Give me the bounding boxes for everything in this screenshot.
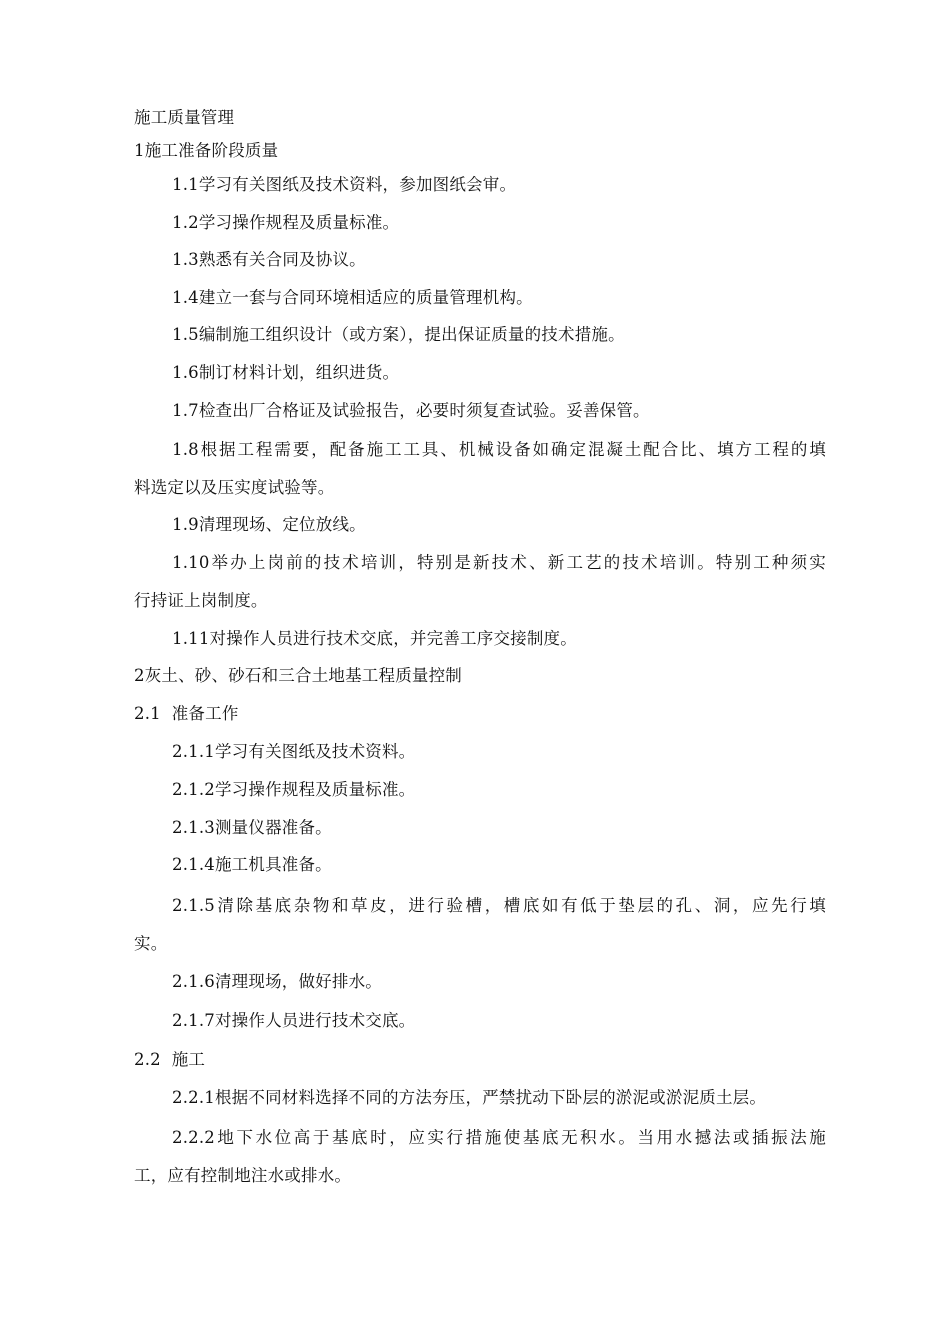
paragraph-line: 1.7检查出厂合格证及试验报告，必要时须复查试验。妥善保管。	[172, 401, 650, 420]
paragraph-line: 1.8根据工程需要，配备施工工具、机械设备如确定混凝土配合比、填方工程的填	[172, 440, 826, 459]
paragraph-line: 2.1.6清理现场，做好排水。	[172, 972, 382, 991]
paragraph-line: 2.2.1根据不同材料选择不同的方法夯压，严禁扰动下卧层的淤泥或淤泥质土层。	[172, 1088, 767, 1107]
paragraph-line-continued: 工，应有控制地注水或排水。	[134, 1166, 352, 1185]
subsection-heading: 2.1 准备工作	[134, 704, 239, 723]
paragraph-line: 1.5编制施工组织设计（或方案），提出保证质量的技术措施。	[172, 325, 625, 344]
document-title: 施工质量管理	[134, 108, 235, 127]
paragraph-line-continued: 实。	[134, 934, 168, 953]
paragraph-line: 2.1.2学习操作规程及质量标准。	[172, 780, 416, 799]
paragraph-line: 2.1.7对操作人员进行技术交底。	[172, 1011, 416, 1030]
paragraph-line: 2.1.1学习有关图纸及技术资料。	[172, 742, 416, 761]
paragraph-line: 1.11对操作人员进行技术交底，并完善工序交接制度。	[172, 629, 577, 648]
paragraph-line: 2.1.5清除基底杂物和草皮，进行验槽，槽底如有低于垫层的孔、洞，应先行填	[172, 896, 826, 915]
section-heading: 1施工准备阶段质量	[134, 141, 279, 160]
paragraph-line: 1.10举办上岗前的技术培训，特别是新技术、新工艺的技术培训。特别工种须实	[172, 553, 826, 572]
paragraph-line: 1.1学习有关图纸及技术资料，参加图纸会审。	[172, 175, 517, 194]
paragraph-line: 2.1.3测量仪器准备。	[172, 818, 332, 837]
section-heading: 2灰土、砂、砂石和三合土地基工程质量控制	[134, 666, 462, 685]
paragraph-line: 1.6制订材料计划，组织进货。	[172, 363, 400, 382]
paragraph-line-continued: 行持证上岗制度。	[134, 591, 268, 610]
paragraph-line: 2.1.4施工机具准备。	[172, 855, 332, 874]
paragraph-line: 1.3熟悉有关合同及协议。	[172, 250, 366, 269]
paragraph-line: 1.4建立一套与合同环境相适应的质量管理机构。	[172, 288, 533, 307]
paragraph-line: 1.9清理现场、定位放线。	[172, 515, 366, 534]
paragraph-line: 2.2.2地下水位高于基底时，应实行措施使基底无积水。当用水撼法或插振法施	[172, 1128, 826, 1147]
paragraph-line-continued: 料选定以及压实度试验等。	[134, 478, 335, 497]
paragraph-line: 1.2学习操作规程及质量标准。	[172, 213, 400, 232]
subsection-heading: 2.2 施工	[134, 1050, 206, 1069]
